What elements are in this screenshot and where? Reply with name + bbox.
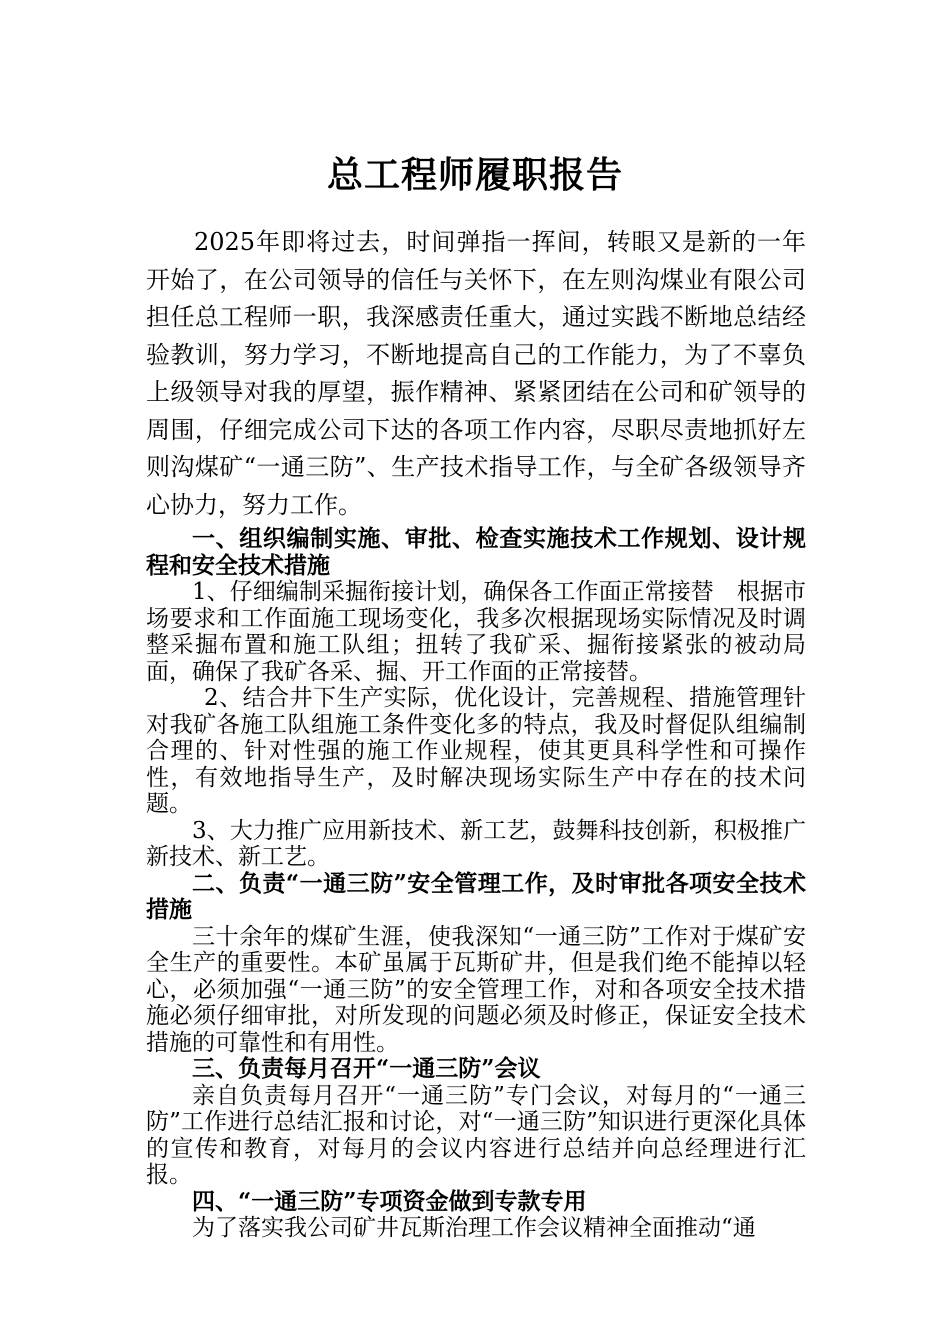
document-body — [146, 526, 806, 1242]
body-paragraph: 2、结合井下生产实际，优化设计，完善规程、措施管理针对我矿各施工队组施工条件变化多的特点，我及时督促队组编制合理的、针对性强的施工作业规程，使其更具科学性和可操作性，有效地指导生产，及时解决现场实际生产中存在的技术问题。 — [146, 685, 806, 817]
document-title: 总工程师履职报告 — [326, 154, 623, 197]
body-paragraph: 亲自负责每月召开“一通三防”专门会议，对每月的“一通三防”工作进行总结汇报和讨论，对“一通三防”知识进行更深化具体的宣传和教育，对每月的会议内容进行总结并向总经理进行汇报。 — [146, 1082, 806, 1188]
intro-paragraph: 2025年即将过去，时间弹指一挥间，转眼又是新的一年开始了，在公司领导的信任与关怀下，在左则沟煤业有限公司担任总工程师一职，我深感责任重大，通过实践不断地总结经验教训，努力学习，不断地提高自己的工作能力，为了不辜负上级领导对我的厚望，振作精神、紧紧团结在公司和矿领导的周围，仔细完成公司下达的各项工作内容，尽职尽责地抓好左则沟煤矿“一通三防”、生产技术指导工作，与全矿各级领导齐心协力，努力工作。 — [146, 228, 806, 519]
section-heading: 三、负责每月召开“一通三防”会议 — [192, 1055, 541, 1082]
body-paragraph: 3、大力推广应用新技术、新工艺，鼓舞科技创新，积极推广新技术、新工艺。 — [146, 817, 806, 870]
section-heading: 四、“一通三防”专项资金做到专款专用 — [192, 1187, 587, 1215]
body-paragraph: 三十余年的煤矿生涯，使我深知“一通三防”工作对于煤矿安全生产的重要性。本矿虽属于瓦斯矿井，但是我们绝不能掉以轻心，必须加强“一通三防”的安全管理工作，对和各项安全技术措施必须仔细审批，对所发现的问题必须及时修正，保证安全技术措施的可靠性和有用性。 — [146, 923, 806, 1056]
body-paragraph: 为了落实我公司矿井瓦斯治理工作会议精神全面推动“通 — [192, 1215, 756, 1241]
section-heading: 二、负责“一通三防”安全管理工作，及时审批各项安全技术措施 — [146, 869, 806, 923]
section-heading: 一、组织编制实施、审批、检查实施技术工作规划、设计规程和安全技术措施 — [146, 525, 806, 579]
body-paragraph: 1、仔细编制采掘衔接计划，确保各工作面正常接替 根据市场要求和工作面施工现场变化，我多次根据现场实际情况及时调整采掘布置和施工队组；扭转了我矿采、掘衔接紧张的被动局面，确保了我矿各采、掘、开工作面的正常接替。 — [146, 579, 806, 685]
